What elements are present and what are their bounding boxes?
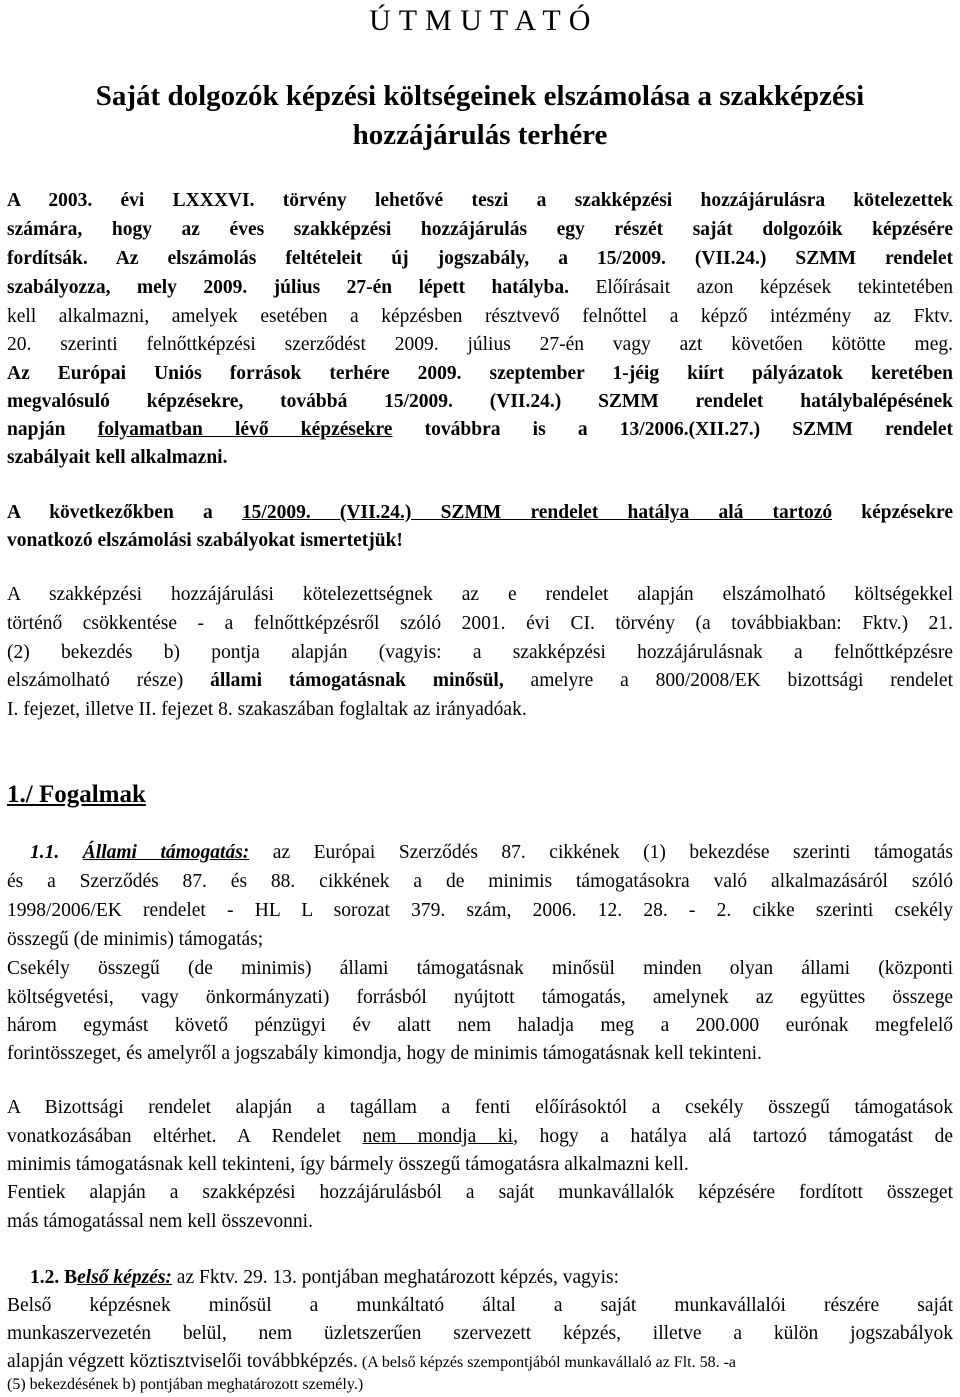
def11-term: Állami támogatás:: [82, 842, 250, 863]
next-line-1-underlined: 15/2009. (VII.24.) SZMM rendelet hatálya alá tartozó: [241, 502, 833, 523]
para3-line-4: Fentiek alapján a szakképzési hozzájárulásból a saját munkavállalók képzésére fordított összeget: [7, 1182, 953, 1203]
def11-line-4: összegű (de minimis) támogatás;: [7, 929, 264, 950]
def11-line-2: és a Szerződés 87. és 88. cikkének a de minimis támogatásokra való alkalmazásáról szóló: [7, 871, 953, 892]
def11-line-8: forintösszeget, és amelyről a jogszabály kimondja, hogy de minimis támogatásnak kell tekinteni.: [7, 1043, 762, 1064]
def12-line-5: (5) bekezdésének b) pontjában meghatározott személy.): [7, 1376, 364, 1393]
def12-line-3: munkaszervezetén belül, nem üzletszerűen szervezett képzés, illetve a külön jogszabályok: [7, 1323, 953, 1344]
def11-line-3: 1998/2006/EK rendelet - HL L sorozat 379. szám, 2006. 12. 28. - 2. cikke szerinti csekély: [7, 900, 953, 921]
para2-line-4-bold: állami támogatásnak minősül,: [210, 670, 504, 691]
intro-line-4: [7, 277, 953, 299]
intro-line-9: [7, 419, 953, 441]
intro-line-7: Az Európai Uniós források terhére 2009. szeptember 1-jéig kiírt pályázatok keretében: [7, 363, 953, 384]
def12-line-4-small: (A belső képzés szempontjából munkavállaló az Flt. 58. -a: [357, 1354, 737, 1371]
intro-line-4-bold: szabályozza, mely 2009. július 27-én lépett hatályba.: [7, 277, 570, 298]
def12-line-1-rest: az Fktv. 29. 13. pontjában meghatározott képzés, vagyis:: [171, 1267, 620, 1288]
para2-line-4: [7, 670, 953, 692]
para3-line-2-underlined: nem mondja ki: [362, 1126, 514, 1147]
intro-line-8: megvalósuló képzésekre, továbbá 15/2009. (VII.24.) SZMM rendelet hatálybalépésének: [7, 391, 953, 412]
intro-line-9-start: napján: [7, 419, 98, 440]
def11-line-7: három egymást követő pénzügyi év alatt nem haladja meg a 200.000 eurónak megfelelő: [7, 1015, 953, 1036]
intro-line-2: számára, hogy az éves szakképzési hozzájárulás egy részét saját dolgozóik képzésére: [7, 219, 953, 240]
next-line-1: [7, 502, 953, 524]
def11-number: 1.1.: [30, 842, 83, 863]
document-title: Ú T M U T A T Ó: [369, 4, 591, 37]
next-line-2: vonatkozó elszámolási szabályokat ismertetjük!: [7, 530, 403, 551]
def12-line-1: [30, 1267, 619, 1289]
para2-line-1: A szakképzési hozzájárulási kötelezettségnek az e rendelet alapján elszámolható költségekkel: [7, 584, 953, 605]
intro-line-4-regular: Előírásait azon képzések tekintetében: [569, 277, 953, 298]
next-line-1-start: A következőkben a: [7, 502, 242, 523]
para2-line-4-end: amelyre a 800/2008/EK bizottsági rendelet: [503, 670, 953, 691]
intro-line-3: fordítsák. Az elszámolás feltételeit új jogszabály, a 15/2009. (VII.24.) SZMM rendelet: [7, 248, 953, 269]
intro-line-5: kell alkalmazni, amelyek esetében a képzésben résztvevő felnőttel a képző intézmény az Fktv.: [7, 306, 953, 327]
intro-line-6: 20. szerinti felnőttképzési szerződést 2009. július 27-én vagy azt követően kötötte meg.: [7, 334, 953, 355]
para3-line-2: [7, 1126, 953, 1148]
document-subtitle-line-2: hozzájárulás terhére: [352, 119, 608, 151]
def11-line-5: Csekély összegű (de minimis) állami támogatásnak minősül minden olyan állami (központi: [7, 958, 953, 979]
intro-line-10: szabályait kell alkalmazni.: [7, 447, 228, 468]
def12-line-4: [7, 1351, 953, 1373]
def11-line-6: költségvetési, vagy önkormányzati) forrásból nyújtott támogatás, amelynek az együttes összege: [7, 987, 953, 1008]
def11-line-1: [30, 842, 953, 864]
para2-line-5: I. fejezet, illetve II. fejezet 8. szakaszában foglaltak az irányadóak.: [7, 699, 527, 720]
para3-line-2-start: vonatkozásában eltérhet. A Rendelet: [7, 1126, 363, 1147]
document-subtitle-line-1: Saját dolgozók képzési költségeinek elszámolása a szakképzési: [95, 80, 865, 112]
para2-line-2: történő csökkentése - a felnőttképzésről szóló 2001. évi CI. törvény (a továbbiakban: Fktv.) 21.: [7, 613, 953, 634]
def12-number: 1.2. B: [30, 1267, 78, 1288]
para3-line-1: A Bizottsági rendelet alapján a tagállam a fenti előírásoktól a csekély összegű támogatások: [7, 1097, 953, 1118]
para3-line-5: más támogatással nem kell összevonni.: [7, 1211, 313, 1232]
section-heading-fogalmak: 1./ Fogalmak: [7, 781, 146, 808]
intro-line-1: A 2003. évi LXXXVI. törvény lehetővé teszi a szakképzési hozzájárulásra kötelezettek: [7, 190, 953, 211]
para2-line-3: (2) bekezdés b) pontja alapján (vagyis: a szakképzési hozzájárulásnak a felnőttképzésre: [7, 642, 953, 663]
intro-line-9-end: továbbra is a 13/2006.(XII.27.) SZMM rendelet: [392, 419, 953, 440]
para3-line-2-end: , hogy a hatálya alá tartozó támogatást de: [513, 1126, 954, 1147]
para2-line-4-start: elszámolható része): [7, 670, 211, 691]
para3-line-3: minimis támogatásnak kell tekinteni, így bármely összegű támogatásra alkalmazni kell.: [7, 1154, 689, 1175]
def12-line-2: Belső képzésnek minősül a munkáltató által a saját munkavállalói részére saját: [7, 1295, 953, 1316]
def12-term: első képzés:: [77, 1267, 172, 1288]
next-line-1-end: képzésekre: [832, 502, 953, 523]
intro-line-9-underlined: folyamatban lévő képzésekre: [97, 419, 393, 440]
def12-line-4-start: alapján végzett köztisztviselői továbbképzés.: [7, 1351, 358, 1372]
def11-line-1-rest: az Európai Szerződés 87. cikkének (1) bekezdése szerinti támogatás: [249, 842, 954, 863]
